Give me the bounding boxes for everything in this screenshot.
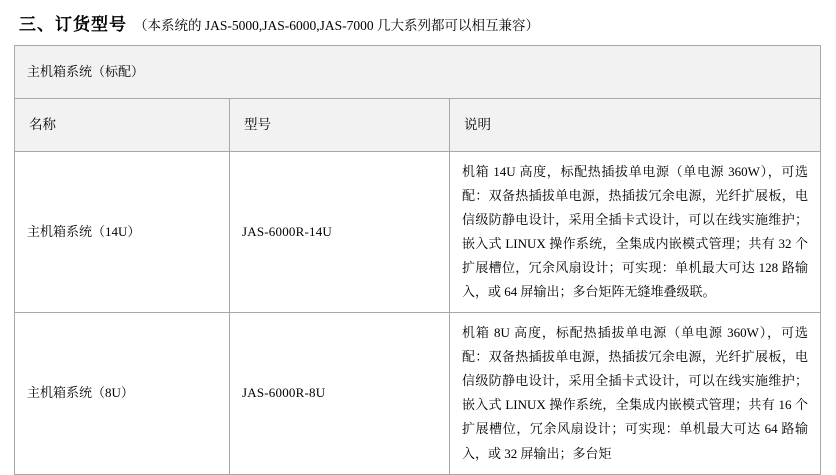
table-header-row — [15, 99, 821, 152]
row-model-8u: JAS-6000R-8U — [230, 313, 450, 474]
order-model-table — [14, 45, 821, 475]
table-section-title: 主机箱系统（标配） — [15, 46, 821, 99]
row-model-14u: JAS-6000R-14U — [230, 152, 450, 313]
column-header-name: 名称 — [15, 99, 230, 152]
column-header-model: 型号 — [230, 99, 450, 152]
row-desc-14u: 机箱 14U 高度，标配热插拔单电源（单电源 360W），可选配：双备热插拔单电源，热插拔冗余电源，光纤扩展板，电信级防静电设计，采用全插卡式设计，可以在线实施维护；嵌入式 LINUX 操作系统，全集成内嵌模式管理；共有 32 个扩展槽位，冗余风扇设计；可实现：单机最大可达 128 路输入，或 64 屏输出；多台矩阵无缝堆叠级联。 — [450, 152, 821, 313]
section-heading-note: （本系统的 JAS-5000,JAS-6000,JAS-7000 几大系列都可以相互兼容） — [134, 18, 540, 33]
section-heading — [14, 0, 822, 43]
column-header-desc: 说明 — [450, 99, 821, 152]
table-row — [15, 313, 821, 474]
row-desc-8u: 机箱 8U 高度，标配热插拔单电源（单电源 360W），可选配：双备热插拔单电源，热插拔冗余电源，光纤扩展板，电信级防静电设计，采用全插卡式设计，可以在线实施维护；嵌入式 LINUX 操作系统，全集成内嵌模式管理；共有 16 个扩展槽位，冗余风扇设计；可实现：单机最大可达 64 路输入，或 32 屏输出；多台矩 — [450, 313, 821, 474]
row-name-8u: 主机箱系统（8U） — [15, 313, 230, 474]
row-name-14u: 主机箱系统（14U） — [15, 152, 230, 313]
section-heading-title: 三、订货型号 — [19, 15, 127, 34]
table-section-row — [15, 46, 821, 99]
table-row — [15, 152, 821, 313]
